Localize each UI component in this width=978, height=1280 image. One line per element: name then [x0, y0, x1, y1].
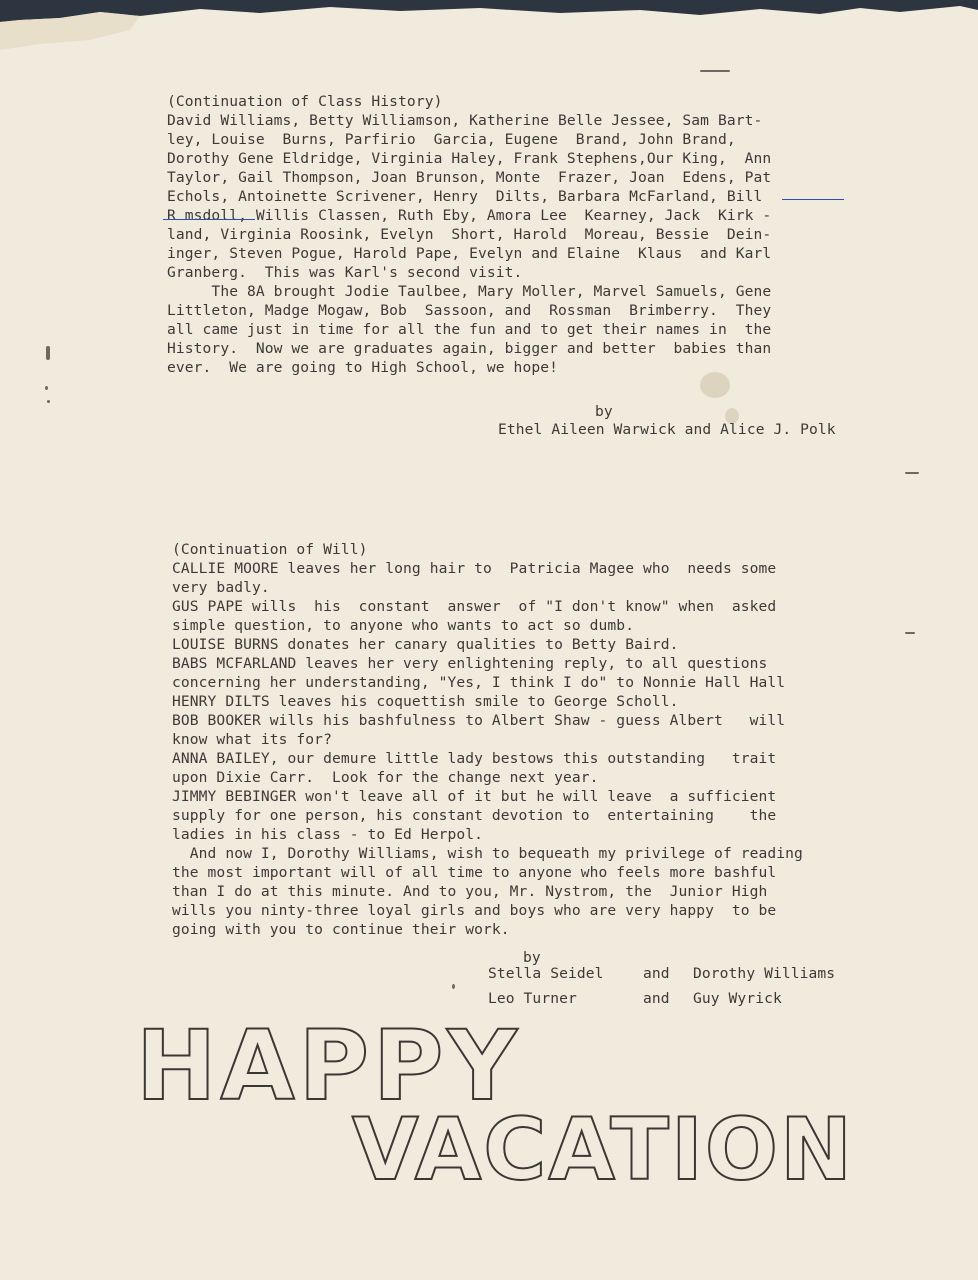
banner-vacation: VACATION: [352, 1100, 855, 1200]
byline-authors: Ethel Aileen Warwick and Alice J. Polk: [498, 421, 836, 438]
text-line: LOUISE BURNS donates her canary qualities to Betty Baird.: [172, 636, 679, 653]
ink-speck: [46, 346, 50, 360]
section-heading: (Continuation of Will): [172, 541, 368, 558]
text-line: supply for one person, his constant devotion to entertaining the: [172, 807, 777, 824]
text-line: ladies in his class - to Ed Herpol.: [172, 826, 484, 843]
signer-row: [488, 989, 835, 1008]
text-line: concerning her understanding, "Yes, I think I do" to Nonnie Hall Hall: [172, 674, 786, 691]
text-line: than I do at this minute. And to you, Mr. Nystrom, the Junior High: [172, 883, 768, 900]
pen-underline: [782, 199, 844, 200]
text-line: And now I, Dorothy Williams, wish to bequeath my privilege of reading: [172, 845, 803, 862]
ink-speck: [452, 984, 455, 989]
signer-right: Guy Wyrick: [693, 990, 782, 1007]
history-authors: [498, 420, 836, 439]
text-line: know what its for?: [172, 731, 332, 748]
text-line: HENRY DILTS leaves his coquettish smile to George Scholl.: [172, 693, 679, 710]
will-signers: [488, 964, 835, 1008]
text-line: BABS MCFARLAND leaves her very enlightening reply, to all questions: [172, 655, 768, 672]
ink-speck: [905, 472, 919, 474]
ink-speck: [700, 70, 730, 72]
text-line: BOB BOOKER wills his bashfulness to Albert Shaw - guess Albert will: [172, 712, 786, 729]
signer-conj: and: [643, 990, 670, 1007]
ink-speck: [45, 386, 48, 390]
text-line: History. Now we are graduates again, bigger and better babies than: [167, 340, 772, 357]
text-line: ever. We are going to High School, we hope!: [167, 359, 558, 376]
text-line: upon Dixie Carr. Look for the change next year.: [172, 769, 599, 786]
text-line: Echols, Antoinette Scrivener, Henry Dilts, Barbara McFarland, Bill: [167, 188, 763, 205]
class-history-section: [167, 92, 771, 377]
ink-speck: [47, 400, 50, 403]
history-byline: [595, 402, 613, 421]
text-line: all came just in time for all the fun and to get their names in the: [167, 321, 772, 338]
will-section: [172, 540, 803, 939]
signer-left: Stella Seidel: [488, 965, 604, 982]
torn-paper-edge: [0, 0, 978, 60]
text-line: inger, Steven Pogue, Harold Pape, Evelyn and Elaine Klaus and Karl: [167, 245, 772, 262]
text-line: Taylor, Gail Thompson, Joan Brunson, Monte Frazer, Joan Edens, Pat: [167, 169, 772, 186]
text-line: going with you to continue their work.: [172, 921, 510, 938]
text-line: Littleton, Madge Mogaw, Bob Sassoon, and Rossman Brimberry. They: [167, 302, 772, 319]
text-line: The 8A brought Jodie Taulbee, Mary Moller, Marvel Samuels, Gene: [167, 283, 772, 300]
text-line: wills you ninty-three loyal girls and boys who are very happy to be: [172, 902, 777, 919]
text-line: land, Virginia Roosink, Evelyn Short, Harold Moreau, Bessie Dein-: [167, 226, 772, 243]
text-line: R msdoll, Willis Classen, Ruth Eby, Amora Lee Kearney, Jack Kirk -: [167, 207, 772, 224]
signer-left: Leo Turner: [488, 990, 577, 1007]
signer-right: Dorothy Williams: [693, 965, 836, 982]
text-line: ley, Louise Burns, Parfirio Garcia, Eugene Brand, John Brand,: [167, 131, 736, 148]
banner-happy: HAPPY: [136, 1010, 521, 1122]
section-heading: (Continuation of Class History): [167, 93, 443, 110]
text-line: David Williams, Betty Williamson, Katherine Belle Jessee, Sam Bart-: [167, 112, 763, 129]
text-line: Granberg. This was Karl's second visit.: [167, 264, 523, 281]
signer-conj: and: [643, 965, 670, 982]
text-line: ANNA BAILEY, our demure little lady bestows this outstanding trait: [172, 750, 777, 767]
ink-speck: [905, 632, 915, 634]
text-line: JIMMY BEBINGER won't leave all of it but he will leave a sufficient: [172, 788, 777, 805]
text-line: simple question, to anyone who wants to act so dumb.: [172, 617, 635, 634]
byline-by: by: [595, 403, 613, 420]
text-line: CALLIE MOORE leaves her long hair to Patricia Magee who needs some: [172, 560, 777, 577]
text-line: the most important will of all time to anyone who feels more bashful: [172, 864, 777, 881]
text-line: very badly.: [172, 579, 270, 596]
pen-underline: [163, 219, 255, 220]
text-line: GUS PAPE wills his constant answer of "I don't know" when asked: [172, 598, 777, 615]
byline-by: by: [523, 949, 541, 966]
text-line: Dorothy Gene Eldridge, Virginia Haley, Frank Stephens,Our King, Ann: [167, 150, 772, 167]
signer-row: [488, 964, 835, 983]
